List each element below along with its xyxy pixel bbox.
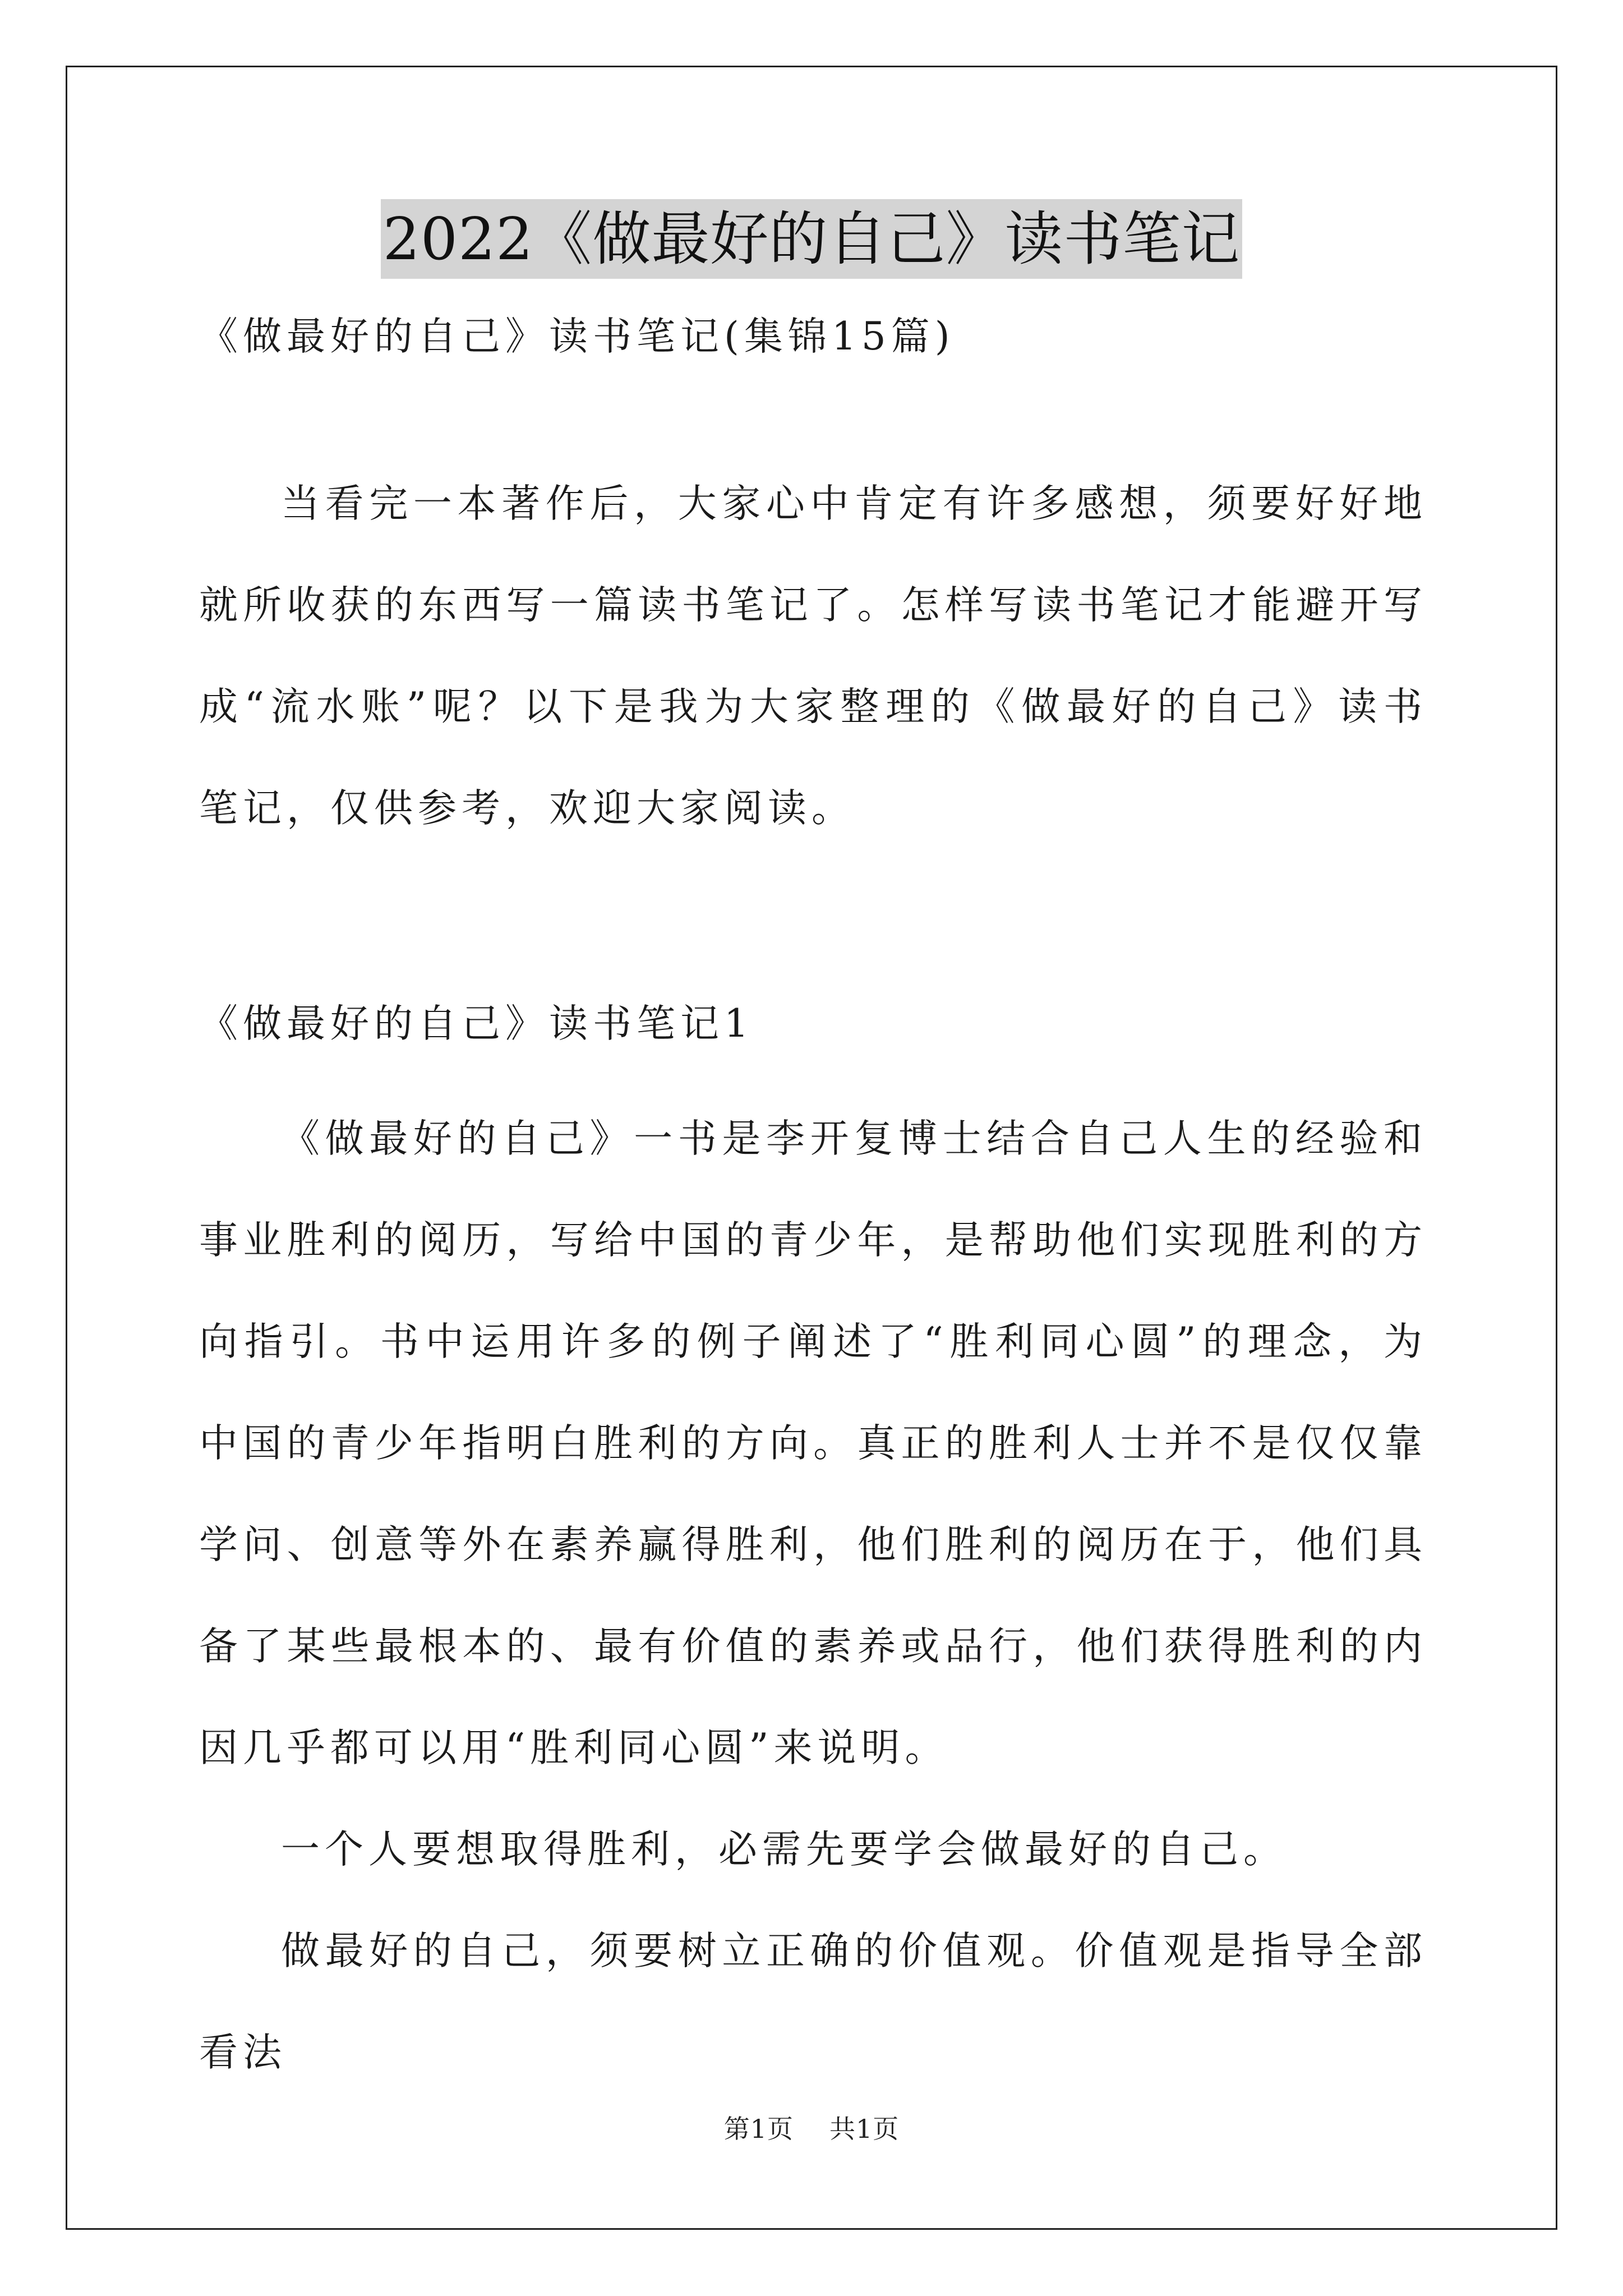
section-heading: 《做最好的自己》读书笔记1 [199,1001,754,1046]
body-section [199,1088,1427,2104]
document-title: 2022《做最好的自己》读书笔记 [381,199,1243,279]
intro-section [199,453,1427,859]
page-total: 共1页 [829,2114,900,2144]
body-paragraph-2: 一个人要想取得胜利，必需先要学会做最好的自己。 [281,1827,1287,1872]
body-paragraph-3: 做最好的自己，须要树立正确的价值观。价值观是指导全部看法 [199,1929,1427,2075]
page-footer [0,2112,1623,2146]
intro-paragraph: 当看完一本著作后，大家心中肯定有许多感想，须要好好地就所收获的东西写一篇读书笔记了。怎样写读书笔记才能避开写成“流水账”呢？以下是我为大家整理的《做最好的自己》读书笔记，仅供参考，欢迎大家阅读。 [199,481,1427,831]
page-number: 第1页 [723,2114,794,2144]
document-subtitle: 《做最好的自己》读书笔记(集锦15篇) [199,314,955,359]
body-paragraph-1: 《做最好的自己》一书是李开复博士结合自己人生的经验和事业胜利的阅历，写给中国的青少年，是帮助他们实现胜利的方向指引。书中运用许多的例子阐述了“胜利同心圆”的理念，为中国的青少年指明白胜利的方向。真正的胜利人士并不是仅仅靠学问、创意等外在素养赢得胜利，他们胜利的阅历在于，他们具备了某些最根本的、最有价值的素养或品行，他们获得胜利的内因几乎都可以用“胜利同心圆”来说明。 [199,1116,1427,1770]
title-container [0,199,1623,279]
